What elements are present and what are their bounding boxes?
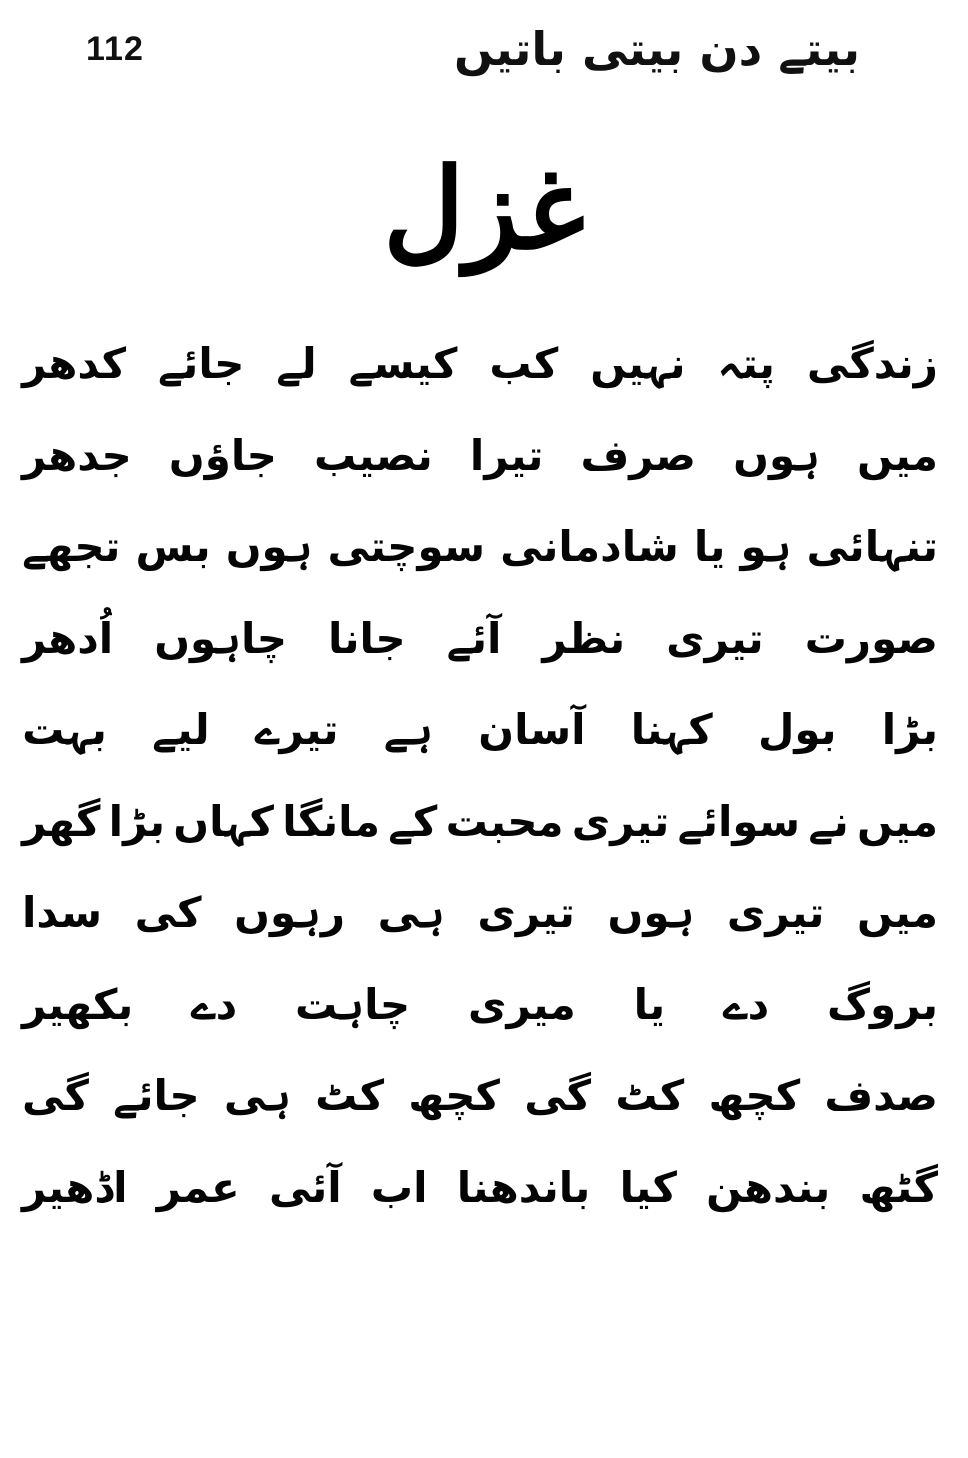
verse-word: آسان [478,705,586,755]
verse-word: جاؤں [168,430,277,480]
verse-word: تیری [477,888,575,938]
verse-word: بروگ [826,979,938,1029]
verse-word: میری [468,979,576,1029]
verse-word: تیرا [469,430,544,480]
verse-word: لیے [152,705,210,755]
verse-line [22,959,938,1051]
page-number: 112 [86,30,144,68]
verse-word: کب [489,339,559,389]
verse-word: کیا [619,1162,677,1212]
verse-word: دے [722,979,770,1029]
verse-word: تیری [666,613,764,663]
verse-word: یا [693,522,726,572]
verse-word: کدھر [22,339,127,389]
poem-verses [22,318,938,1233]
verse-word: ہی [377,888,445,938]
verse-word: سوچتی [327,522,486,572]
verse-word: تجھے [22,522,121,572]
verse-line [22,1142,938,1234]
verse-word: نظر [542,613,626,663]
verse-word: کی [134,888,202,938]
verse-line [22,410,938,502]
verse-word: تیری [726,888,825,938]
verse-word: کہاں [173,796,274,846]
poem-title: غزل [383,144,585,275]
verse-line [22,1050,938,1142]
verse-line [22,684,938,776]
verse-word: کچھ [408,1071,500,1121]
book-title-header: بیتے دن بیتی باتیں [453,22,860,76]
verse-word: بکھیر [22,979,134,1029]
verse-word: جانا [328,613,406,663]
verse-word: گی [22,1071,89,1121]
verse-line [22,776,938,868]
verse-word: ہی [223,1071,291,1121]
verse-word: چاہوں [154,613,288,663]
verse-word: بول [757,705,837,755]
verse-word: باندھنا [456,1162,591,1212]
verse-word: آئے [446,613,502,663]
verse-word: کہنا [630,705,713,755]
verse-word: کٹ [615,1071,685,1121]
verse-word: کٹ [315,1071,385,1121]
verse-word: تیری [571,796,670,846]
verse-word: میں [857,430,938,480]
verse-word: جائے [157,339,245,389]
verse-word: نہیں [590,339,686,389]
verse-word: میں [857,888,938,938]
verse-word: تنہائی [806,522,938,572]
verse-word: میں [857,796,938,846]
verse-word: بس [135,522,211,572]
verse-word: جائے [113,1071,200,1121]
verse-word: ہوں [733,430,820,480]
verse-word: شادمانی [500,522,679,572]
verse-word: کچھ [708,1071,801,1121]
verse-word: دے [191,979,238,1029]
verse-line [22,593,938,685]
verse-line [22,318,938,410]
verse-word: اب [370,1162,428,1212]
verse-word: گھر [22,796,101,846]
verse-word: صورت [804,613,938,663]
verse-word: جدھر [22,430,132,480]
verse-word: صدف [824,1071,938,1121]
verse-word: لے [276,339,317,389]
verse-word: بندھن [706,1162,831,1212]
verse-word: ہوں [607,888,695,938]
verse-line [22,867,938,959]
verse-word: بڑا [881,705,938,755]
verse-line [22,501,938,593]
verse-word: کیسے [348,339,458,389]
verse-word: یا [633,979,666,1029]
verse-word: اڈھیر [22,1162,128,1212]
verse-word: ہوں [225,522,313,572]
verse-word: رہوں [234,888,346,938]
verse-word: بڑا [108,796,165,846]
verse-word: عمر [156,1162,240,1212]
verse-word: صرف [580,430,696,480]
verse-word: ہے [383,705,433,755]
verse-word: سدا [22,888,102,938]
verse-word: آئی [268,1162,342,1212]
verse-word: بہت [22,705,107,755]
verse-word: محبت [445,796,564,846]
verse-word: گٹھ [859,1162,938,1212]
verse-word: نے [808,796,849,846]
verse-word: کے [388,796,438,846]
verse-word: زندگی [806,339,938,389]
verse-word: ہو [740,522,792,572]
verse-word: تیرے [254,705,339,755]
verse-word: گی [524,1071,592,1121]
verse-word: چاہت [295,979,411,1029]
verse-word: مانگا [282,796,380,846]
verse-word: نصیب [314,430,433,480]
verse-word: اُدھر [22,613,114,663]
verse-word: پتہ [717,339,775,389]
verse-word: سوائے [677,796,801,846]
